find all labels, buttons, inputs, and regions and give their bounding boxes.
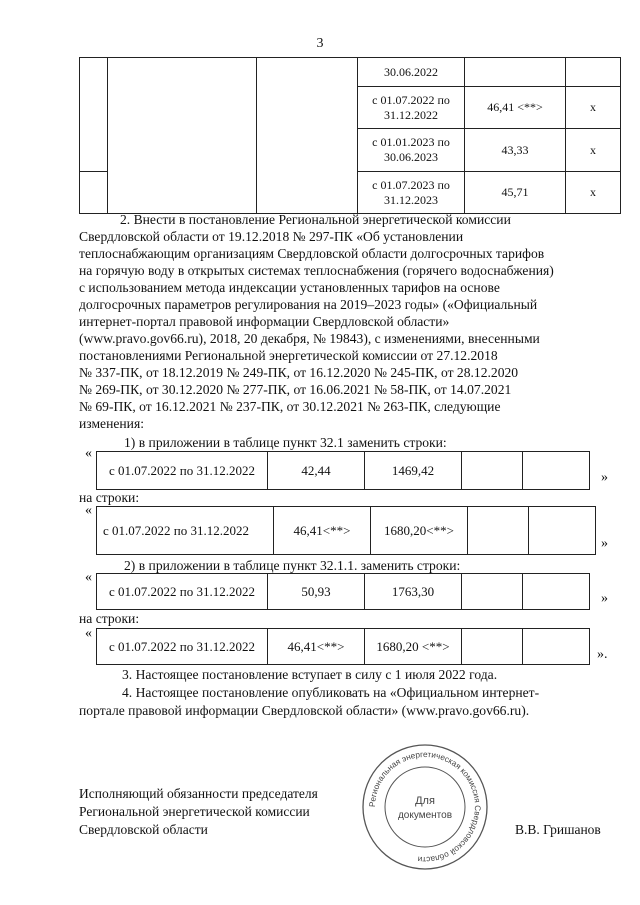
replace-row-old-32-1	[96, 451, 590, 490]
item-4-line-2: портале правовой информации Свердловской области» (www.pravo.gov66.ru).	[79, 703, 530, 718]
text-line: 2. Внести в постановление Региональной энергетической комиссии	[120, 212, 511, 227]
row-cell-value-2: 1469,42	[365, 452, 462, 490]
table-cell-period: 30.06.2022	[358, 58, 465, 87]
tariff-table-continuation	[79, 57, 621, 214]
signatory-position	[79, 785, 318, 839]
signatory-name: В.В. Гришанов	[515, 822, 601, 837]
table-cell-mark: х	[566, 87, 621, 129]
row-cell-value-2: 1680,20<**>	[371, 507, 468, 555]
row-cell-value-1: 42,44	[268, 452, 365, 490]
row-cell-empty	[523, 574, 590, 610]
quote-open: «	[85, 503, 92, 518]
replace-row-new-32-1-1	[96, 628, 590, 665]
quote-close: »	[601, 591, 608, 606]
official-stamp	[360, 742, 490, 872]
stamp-center-line-2: документов	[397, 810, 453, 821]
table-cell-period: с 01.07.2023 по 31.12.2023	[358, 172, 465, 214]
stamp-ring-text: Региональная энергетическая комиссия Свердловской области	[367, 749, 483, 865]
text-line: долгосрочных параметров регулирования на 2019–2023 годы» («Официальный	[79, 297, 538, 312]
table-cell-mark	[566, 58, 621, 87]
row-cell-value-1: 50,93	[268, 574, 365, 610]
row-cell-empty	[523, 629, 590, 665]
to-rows-label: на строки:	[79, 490, 140, 505]
quote-open: «	[85, 570, 92, 585]
quote-close: »	[601, 470, 608, 485]
row-cell-period: с 01.07.2022 по 31.12.2022	[97, 452, 268, 490]
table-cell-empty	[257, 58, 358, 214]
item-2-paragraph	[79, 211, 612, 432]
text-line: с использованием метода индексации установленных тарифов на основе	[79, 280, 500, 295]
replace-row-new-32-1	[96, 506, 596, 555]
row-cell-empty	[523, 452, 590, 490]
row-cell-period: с 01.07.2022 по 31.12.2022	[97, 629, 268, 665]
table-cell-empty	[80, 58, 108, 172]
text-line: теплоснабжающим организациям Свердловской области долгосрочных тарифов	[79, 246, 545, 261]
table-cell-period: с 01.01.2023 по 30.06.2023	[358, 129, 465, 172]
text-line: интернет-портал правовой информации Свердловской области»	[79, 314, 450, 329]
row-cell-empty	[462, 574, 523, 610]
row-cell-empty	[529, 507, 596, 555]
table-cell-period: с 01.07.2022 по 31.12.2022	[358, 87, 465, 129]
quote-close: »	[601, 536, 608, 551]
text-line: Свердловской области от 19.12.2018 № 297-ПК «Об установлении	[79, 229, 464, 244]
row-cell-value-2: 1763,30	[365, 574, 462, 610]
replace-row-old-32-1-1	[96, 573, 590, 610]
table-cell-value: 45,71	[465, 172, 566, 214]
table-cell-value	[465, 58, 566, 87]
text-line: на горячую воду в открытых системах теплоснабжения (горячего водоснабжения)	[79, 263, 554, 278]
to-rows-label: на строки:	[79, 611, 140, 626]
row-cell-value-2: 1680,20 <**>	[365, 629, 462, 665]
row-cell-period: с 01.07.2022 по 31.12.2022	[97, 574, 268, 610]
subitem-1: 1) в приложении в таблице пункт 32.1 заменить строки:	[124, 435, 447, 450]
text-line: № 269-ПК, от 30.12.2020 № 277-ПК, от 16.06.2021 № 58-ПК, от 14.07.2021	[79, 382, 512, 397]
table-cell-value: 43,33	[465, 129, 566, 172]
table-cell-empty	[80, 172, 108, 214]
position-line: Исполняющий обязанности председателя	[79, 786, 318, 801]
table-cell-mark: х	[566, 172, 621, 214]
quote-close-final: ».	[597, 647, 608, 662]
item-4-line-1: 4. Настоящее постановление опубликовать на «Официальном интернет-	[122, 685, 540, 700]
row-cell-period: с 01.07.2022 по 31.12.2022	[97, 507, 274, 555]
quote-open: «	[85, 446, 92, 461]
page-number: 3	[316, 36, 324, 51]
subitem-2: 2) в приложении в таблице пункт 32.1.1. заменить строки:	[124, 558, 461, 573]
row-cell-value-1: 46,41<**>	[268, 629, 365, 665]
row-cell-empty	[468, 507, 529, 555]
row-cell-empty	[462, 629, 523, 665]
text-line: (www.pravo.gov66.ru), 2018, 20 декабря, № 19843), с изменениями, внесенными	[79, 331, 540, 346]
text-line: изменения:	[79, 416, 144, 431]
stamp-center-line-1: Для	[415, 795, 435, 807]
table-cell-empty	[108, 58, 257, 214]
position-line: Региональной энергетической комиссии	[79, 804, 310, 819]
text-line: № 337-ПК, от 18.12.2019 № 249-ПК, от 16.12.2020 № 245-ПК, от 28.12.2020	[79, 365, 519, 380]
text-line: № 69-ПК, от 16.12.2021 № 237-ПК, от 30.12.2021 № 263-ПК, следующие	[79, 399, 501, 414]
position-line: Свердловской области	[79, 822, 208, 837]
item-3: 3. Настоящее постановление вступает в силу с 1 июля 2022 года.	[122, 667, 498, 682]
quote-open: «	[85, 626, 92, 641]
table-cell-mark: х	[566, 129, 621, 172]
row-cell-empty	[462, 452, 523, 490]
row-cell-value-1: 46,41<**>	[274, 507, 371, 555]
table-cell-value: 46,41 <**>	[465, 87, 566, 129]
text-line: постановлениями Региональной энергетической комиссии от 27.12.2018	[79, 348, 498, 363]
